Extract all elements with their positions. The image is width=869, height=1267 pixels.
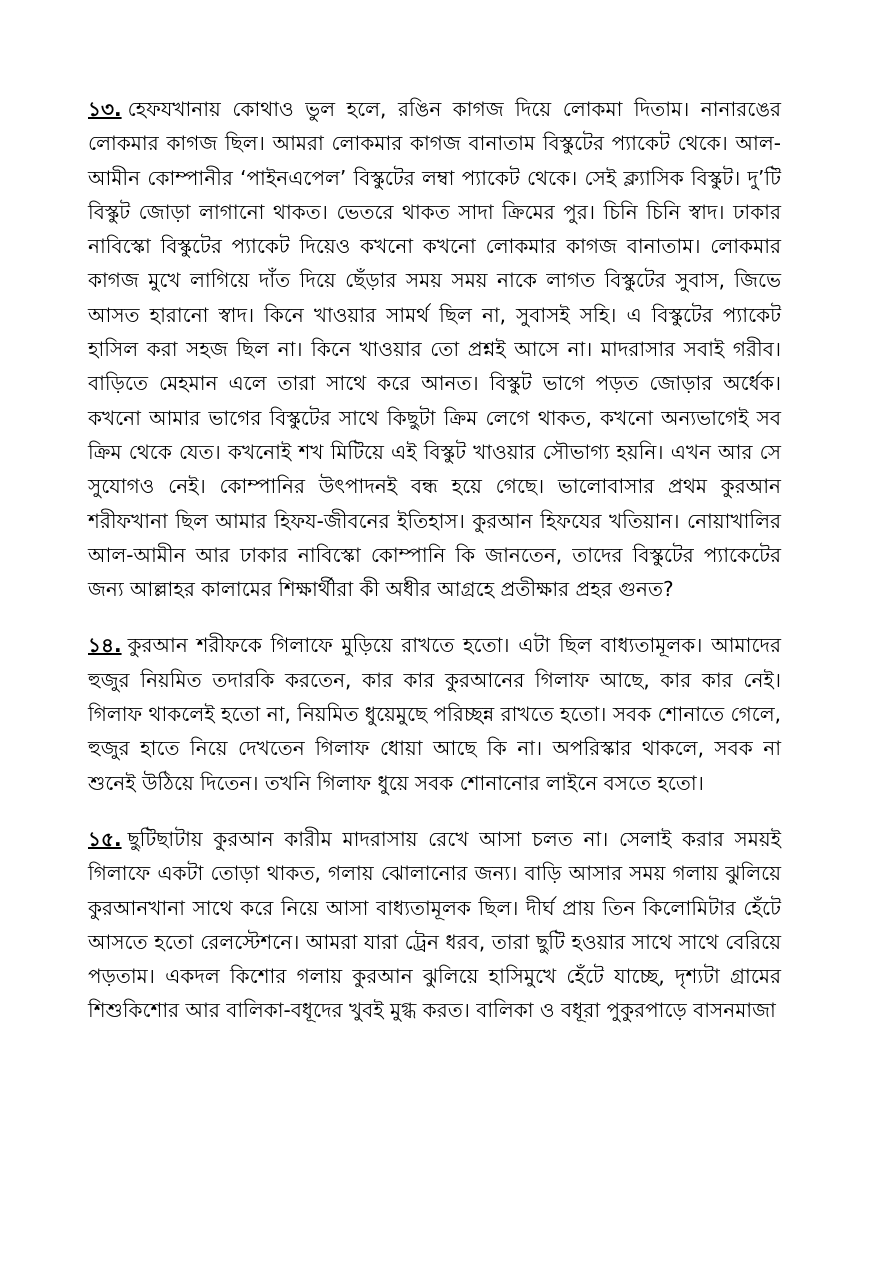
paragraph-text: ছুটিছাটায় কুরআন কারীম মাদরাসায় রেখে আসা চলত না। সেলাই করার সময়ই গিলাফে একটা তোড়া থাকত, গলায় ঝোলানোর জন্য। বাড়ি আসার সময় গলায় ঝুলিয়ে কুরআনখানা সাথে করে নিয়ে আসা বাধ্যতামূলক ছিল। দীর্ঘ প্রায় তিন কিলোমিটার হেঁটে আসতে হতো রেলস্টেশনে। আমরা যারা ট্রেন ধরব, তারা ছুটি হওয়ার সাথে সাথে বেরিয়ে পড়তাম। একদল কিশোর গলায় কুরআন ঝুলিয়ে হাসিমুখে হেঁটে যাচ্ছে, দৃশ্যটা গ্রামের শিশুকিশোর আর বালিকা-বধূদের খুবই মুগ্ধ করত। বালিকা ও বধূরা পুকুরপাড়ে বাসনমাজা xyxy=(88,826,781,1023)
page-content xyxy=(88,92,781,1050)
paragraph-number: ১৪. xyxy=(88,633,122,658)
paragraph-number: ১৩. xyxy=(88,97,122,121)
paragraph-15 xyxy=(88,822,781,1028)
paragraph-number: ১৫. xyxy=(88,826,122,851)
paragraph-14 xyxy=(88,628,781,799)
paragraph-text: কুরআন শরীফকে গিলাফে মুড়িয়ে রাখতে হতো। এটা ছিল বাধ্যতামূলক। আমাদের হুজুর নিয়মিত তদারকি করতেন, কার কার কুরআনের গিলাফ আছে, কার কার নেই। গিলাফ থাকলেই হতো না, নিয়মিত ধুয়েমুছে পরিচ্ছন্ন রাখতে হতো। সবক শোনাতে গেলে, হুজুর হাতে নিয়ে দেখতেন গিলাফ ধোয়া আছে কি না। অপরিস্কার থাকলে, সবক না শুনেই উঠিয়ে দিতেন। তখনি গিলাফ ধুয়ে সবক শোনানোর লাইনে বসতে হতো। xyxy=(88,633,781,795)
paragraph-13 xyxy=(88,92,781,606)
paragraph-text: হেফযখানায় কোথাও ভুল হলে, রঙিন কাগজ দিয়ে লোকমা দিতাম। নানারঙের লোকমার কাগজ ছিল। আমরা লোকমার কাগজ বানাতাম বিস্কুটের প্যাকেট থেকে। আল-আমীন কোম্পানীর ‘পাইনএপেল’ বিস্কুটের লম্বা প্যাকেট থেকে। সেই ক্ল্যাসিক বিস্কুট। দু’টি বিস্কুট জোড়া লাগানো থাকত। ভেতরে থাকত সাদা ক্রিমের পুর। চিনি চিনি স্বাদ। ঢাকার নাবিস্কো বিস্কুটের প্যাকেট দিয়েও কখনো কখনো লোকমার কাগজ বানাতাম। লোকমার কাগজ মুখে লাগিয়ে দাঁত দিয়ে ছেঁড়ার সময় সময় নাকে লাগত বিস্কুটের সুবাস, জিভে আসত হারানো স্বাদ। কিনে খাওয়ার সামর্থ ছিল না, সুবাসই সহি। এ বিস্কুটের প্যাকেট হাসিল করা সহজ ছিল না। কিনে খাওয়ার তো প্রশ্নই আসে না। মাদরাসার সবাই গরীব। বাড়িতে মেহমান এলে তারা সাথে করে আনত। বিস্কুট ভাগে পড়ত জোড়ার অর্ধেক। কখনো আমার ভাগের বিস্কুটের সাথে কিছুটা ক্রিম লেগে থাকত, কখনো অন্যভাগেই সব ক্রিম থেকে যেত। কখনোই শখ মিটিয়ে এই বিস্কুট খাওয়ার সৌভাগ্য হয়নি। এখন আর সে সুযোগও নেই। কোম্পানির উৎপাদনই বন্ধ হয়ে গেছে। ভালোবাসার প্রথম কুরআন শরীফখানা ছিল আমার হিফয-জীবনের ইতিহাস। কুরআন হিফযের খতিয়ান। নোয়াখালির আল-আমীন আর ঢাকার নাবিস্কো কোম্পানি কি জানতেন, তাদের বিস্কুটের প্যাকেটের জন্য আল্লাহর কালামের শিক্ষার্থীরা কী অধীর আগ্রহে প্রতীক্ষার প্রহর গুনত? xyxy=(88,97,781,602)
